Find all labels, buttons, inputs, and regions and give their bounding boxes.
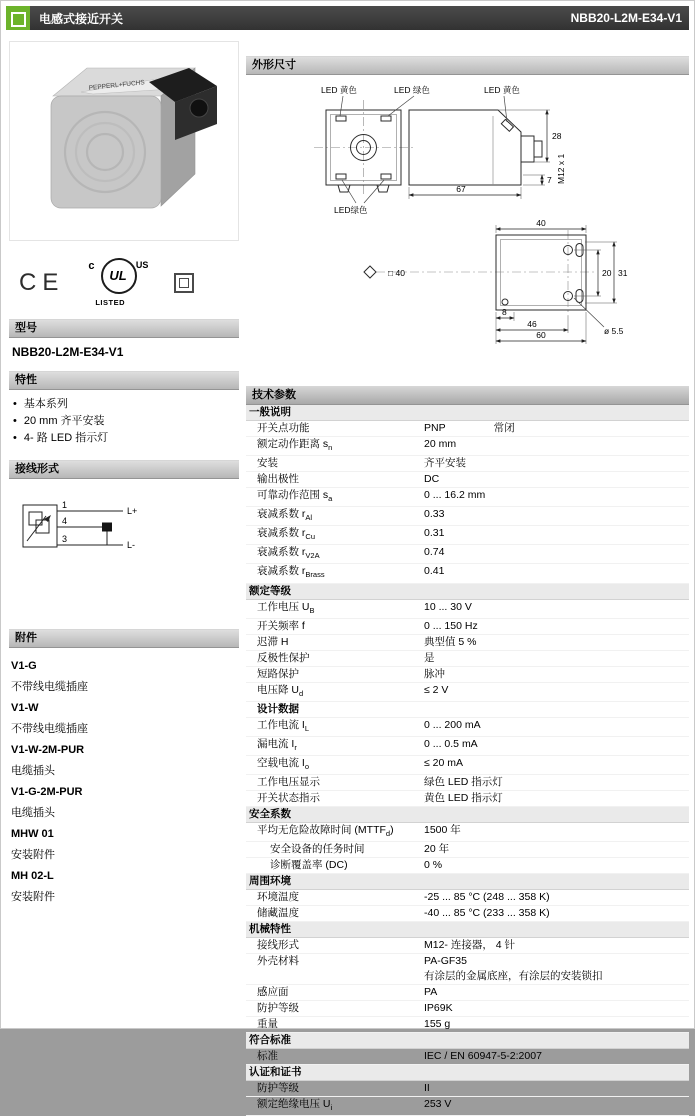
spec-row [246,437,689,456]
led-green-label-1: LED 绿色 [394,85,430,95]
spec-label: 反极性保护 [257,651,310,664]
spec-label: 额定动作距离 $s_n$ [257,438,333,453]
spec-value: M12- 连接器， 4 针 [424,939,516,952]
page-content [6,35,689,1113]
spec-row [246,564,689,583]
accessory-name: V1-G-2M-PUR [11,786,83,798]
feature-item: • 基本系列 [13,396,239,413]
dim-label-dia55: ø 5.5 [604,326,624,336]
spec-value: ≤ 20 mA [424,756,464,769]
l-minus-label: L- [127,540,136,550]
feature-item: • 4- 路 LED 指示灯 [13,430,239,447]
spec-value: PNP 常闭 [424,422,515,434]
photo-brand-label: PEPPERL+FUCHS [88,79,146,92]
ul-letters: UL [109,268,127,283]
model-section-header: 型号 [9,319,239,338]
spec-row [246,526,689,545]
pepperl-fuchs-logo-icon [6,6,30,30]
accessory-name: MH 02-L [11,870,54,882]
spec-row [246,737,689,756]
spec-label: 迟滞 H [257,635,289,648]
ul-circle-icon [101,258,137,294]
spec-label: 重量 [257,1018,278,1031]
spec-value-note: 常闭 [493,422,515,434]
spec-value: II [424,1082,430,1095]
spec-label: 防护等级 [257,1002,299,1015]
accessory-desc: 不带线电缆插座 [11,723,88,735]
spec-value: ≤ 2 V [424,683,449,696]
spec-label: 可靠动作范围 $s_a$ [257,489,333,504]
spec-value: PA-GF35 有涂层的金属底座，有涂层的安装锁扣 [424,954,689,984]
accessory-desc: 电缆插头 [11,807,55,819]
spec-value: 0 % [424,859,443,872]
accessories-list [9,656,239,908]
connection-section-header: 接线形式 [9,460,239,479]
spec-row [246,1001,689,1017]
spec-value: 脉冲 [424,667,445,680]
accessories-section-header: 附件 [9,629,239,648]
ul-us-label: US [135,260,149,270]
spec-value: -25 ... 85 °C (248 ... 358 K) [424,891,550,904]
wiring-diagram-area [15,489,239,574]
ce-mark-icon: CE [19,269,65,296]
dimension-drawing [246,80,689,380]
features-list [9,396,239,447]
dim-label-28: 28 [552,131,562,141]
accessory-name: V1-W [11,702,39,714]
spec-value-line2: 有涂层的金属底座，有涂层的安装锁扣 [424,970,603,983]
product-photo-frame [9,41,239,241]
spec-row [246,985,689,1001]
spec-value: 20 年 [424,843,450,856]
spec-value: 0.41 [424,565,445,578]
spec-label: 感应面 [257,986,289,999]
spec-value: IP69K [424,1002,453,1015]
spec-row [246,421,689,437]
spec-row [246,775,689,791]
ul-c-label: c [88,260,95,272]
spec-value: 10 ... 30 V [424,600,472,613]
spec-label: 防护等级 [257,1082,299,1095]
spec-row [246,619,689,635]
sensor-arrow-icon [44,515,51,522]
spec-row [246,507,689,526]
spec-row [246,651,689,667]
model-number: NBB20-L2M-E34-V1 [12,345,124,359]
spec-row [246,842,689,858]
spec-row [246,683,689,702]
product-photo [23,48,225,234]
spec-value: 0 ... 200 mA [424,718,481,731]
spec-value: 0 ... 150 Hz [424,619,478,632]
spec-label: 空载电流 $I_o$ [257,756,310,772]
ul-listed-label: LISTED [95,298,126,307]
spec-label: 额定绝缘电压 $U_i$ [257,1098,333,1113]
spec-label: 安装 [257,457,278,470]
spec-value: 1500 年 [424,824,461,837]
accessory-desc: 安装附件 [11,891,55,903]
spec-row [246,545,689,564]
spec-value: 0 ... 0.5 mA [424,737,478,750]
spec-row [246,1017,689,1033]
spec-label: 工作电流 $I_L$ [257,718,310,733]
spec-row [246,635,689,651]
pin-1-label: 1 [62,500,68,510]
dim-label-60: 60 [536,330,546,340]
pin-4-label: 4 [62,516,68,526]
left-column [9,35,239,908]
spec-value: 0.33 [424,508,445,521]
spec-row [246,791,689,807]
spec-value: 齐平安装 [424,457,466,470]
accessory-name: V1-W-2M-PUR [11,744,85,756]
spec-label: 外壳材料 [257,955,299,968]
spec-label: 平均无危险故障时间 $(MTTF_d)$ [257,824,394,839]
header-model-number: NBB20-L2M-E34-V1 [570,11,682,25]
spec-row [246,600,689,619]
spec-value: -40 ... 85 °C (233 ... 358 K) [424,907,550,920]
spec-value: 20 mm [424,438,457,450]
spec-row [246,858,689,874]
spec-value: IEC / EN 60947-5-2:2007 [424,1050,542,1063]
tech-data-section-header: 技术参数 [246,386,689,405]
protection-class-2-icon [174,273,194,293]
page-header [6,6,689,30]
spec-label: 衰减系数 $r_{Brass}$ [257,565,325,580]
spec-value: 155 g [424,1018,451,1031]
spec-label: 环境温度 [257,891,299,904]
accessory-desc: 安装附件 [11,849,55,861]
spec-row [246,667,689,683]
dim-label-40: 40 [536,218,546,228]
spec-section-title: 安全系数 [246,807,689,823]
spec-section-title: 认证和证书 [246,1065,689,1081]
spec-value: 0 ... 16.2 mm [424,489,486,502]
spec-row [246,472,689,488]
spec-value: 0.74 [424,546,445,559]
dim-label-m12: M12 x 1 [556,153,566,184]
spec-row [246,702,689,718]
spec-row [246,1081,689,1097]
spec-label: 工作电压 $U_B$ [257,600,315,615]
spec-label: 工作电压显示 [257,776,320,789]
feature-item: • 20 mm 齐平安装 [13,413,239,430]
spec-value: PA [424,986,438,999]
pin-3-label: 3 [62,534,68,544]
spec-label: 接线形式 [257,939,299,952]
spec-section-title: 周围环境 [246,874,689,890]
spec-value: 是 [424,651,435,664]
spec-label: 短路保护 [257,667,299,680]
spec-row [246,718,689,737]
spec-row [246,890,689,906]
spec-label: 诊断覆盖率 (DC) [270,859,348,872]
dim-label-7: 7 [547,175,552,185]
spec-row [246,938,689,954]
spec-label: 衰减系数 $r_{Cu}$ [257,527,316,542]
accessory-desc: 电缆插头 [11,765,55,777]
spec-label: 标准 [257,1050,278,1063]
spec-row [246,1049,689,1065]
dimensions-section-header: 外形尺寸 [246,56,689,75]
dim-label-67: 67 [456,184,466,194]
spec-value: 253 V [424,1098,452,1111]
dim-label-46: 46 [527,319,537,329]
spec-section-title: 一般说明 [246,405,689,421]
spec-label: 开关频率 f [257,619,305,632]
accessory-desc: 不带线电缆插座 [11,681,88,693]
certification-marks [9,255,239,311]
spec-section-title: 机械特性 [246,922,689,938]
spec-value: 典型值 5 % [424,635,477,648]
spec-label: 开关点功能 [257,422,310,434]
dim-label-sq40: □ 40 [388,268,405,278]
dim-label-31: 31 [618,268,628,278]
spec-value [424,702,689,717]
spec-row [246,823,689,842]
spec-value: 0.31 [424,527,445,540]
accessory-name: MHW 01 [11,828,54,840]
spec-label: 输出极性 [257,473,299,486]
led-yellow-label-2: LED 黄色 [484,85,520,95]
spec-label: 衰减系数 $r_{V2A}$ [257,546,320,561]
spec-label: 开关状态指示 [257,792,320,805]
dim-label-8: 8 [502,307,507,317]
wiring-diagram [15,489,165,571]
right-column [246,35,689,1116]
accessory-name: V1-G [11,660,37,672]
spec-label: 安全设备的任务时间 [270,843,365,856]
spec-value: 黄色 LED 指示灯 [424,792,503,805]
spec-value: DC [424,473,440,486]
spec-section-title: 符合标准 [246,1033,689,1049]
spec-row [246,954,689,985]
dim-label-20: 20 [602,268,612,278]
spec-row [246,488,689,507]
spec-label: 储藏温度 [257,907,299,920]
spec-row [246,456,689,472]
spec-label: 衰减系数 $r_{Al}$ [257,508,313,523]
ul-listed-mark-icon [86,257,152,309]
spec-value: 绿色 LED 指示灯 [424,776,503,789]
features-section-header: 特性 [9,371,239,390]
led-yellow-label-1: LED 黄色 [321,85,357,95]
spec-label: 设计数据 [257,702,299,715]
spec-label: 漏电流 $I_r$ [257,737,297,752]
spec-row [246,756,689,775]
spec-section-title: 额定等级 [246,584,689,600]
load-symbol [102,523,112,532]
tech-data-table [246,405,689,1116]
spec-row [246,1097,689,1116]
product-type-title: 电感式接近开关 [39,11,124,26]
spec-row [246,906,689,922]
dimension-drawing-area [246,75,689,386]
spec-label: 电压降 $U_d$ [257,683,304,698]
led-green-label-2: LED绿色 [334,205,368,215]
l-plus-label: L+ [127,506,138,516]
